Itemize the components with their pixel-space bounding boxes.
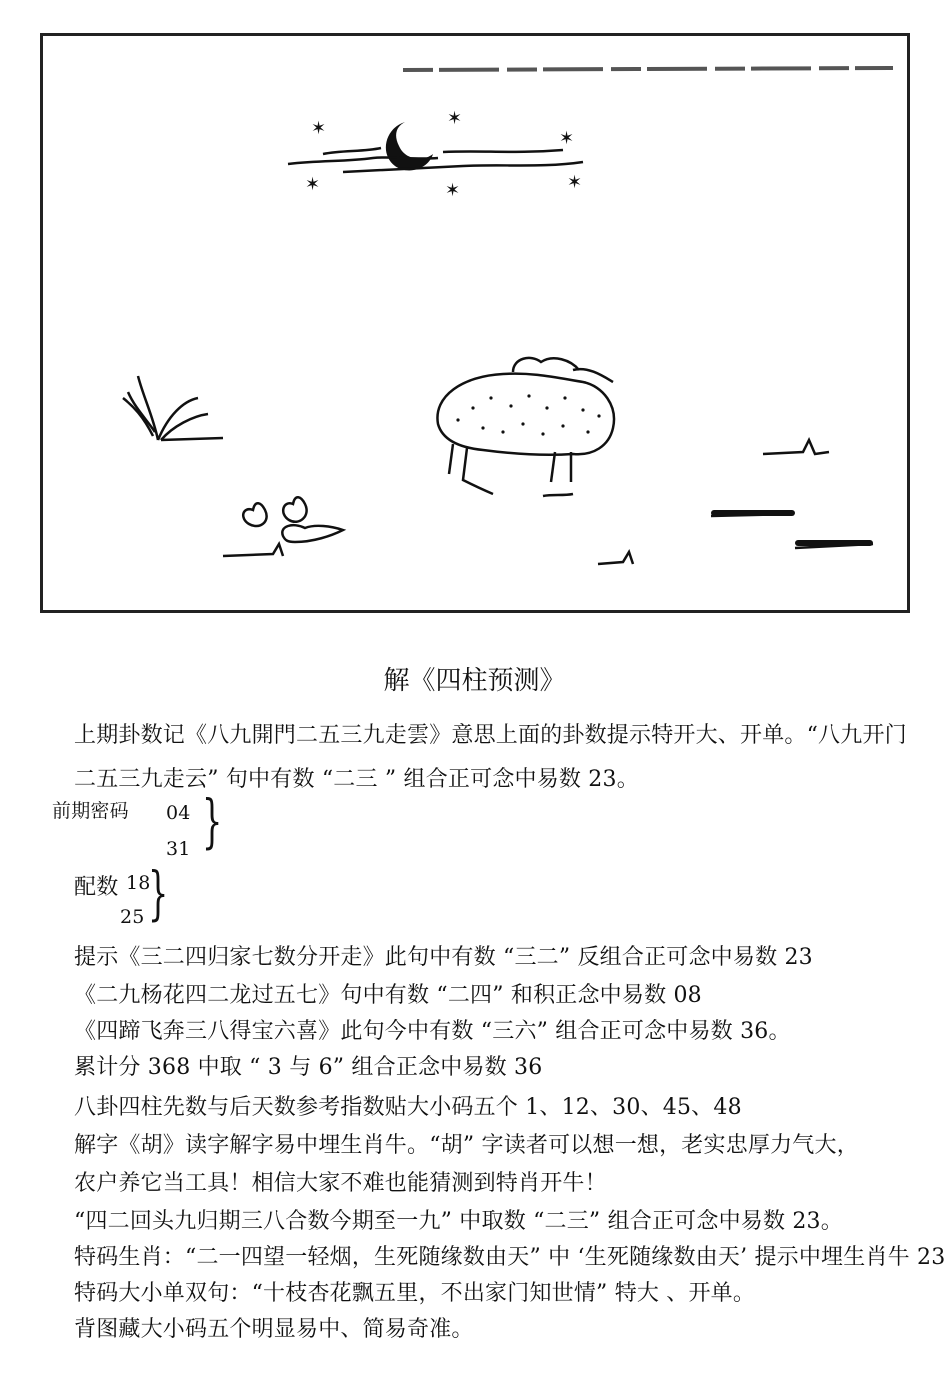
night-sheep-illustration [43, 36, 907, 610]
match-label: 配数 [74, 875, 119, 900]
text-line-9: 特码生肖：“二一四望一轻烟，生死随缘数由天” 中 ‘生死随缘数由天’ 提示中埋生肖牛 23 [74, 1245, 946, 1270]
sheep [437, 358, 614, 496]
text-line-6: 解字《胡》读字解字易中埋生肖牛。“胡” 字读者可以想一想，老实忠厚力气大， [74, 1133, 859, 1158]
stars [305, 108, 582, 201]
svg-text:✶: ✶ [447, 108, 463, 129]
grass-tufts [223, 440, 873, 564]
svg-text:✶: ✶ [567, 172, 583, 193]
prev-code-brace: } [202, 787, 223, 855]
text-line-10: 特码大小单双句：“十枝杏花飘五里，不出家门知世情” 特大 、开单。 [74, 1281, 756, 1306]
svg-text:✶: ✶ [311, 118, 327, 139]
text-line-3: 《四蹄飞奔三八得宝六喜》此句今中有数 “三六” 组合正可念中易数 36。 [74, 1019, 791, 1044]
text-line-4: 累计分 368 中取 “ 3 与 6” 组合正念中易数 36 [74, 1055, 543, 1080]
svg-text:✶: ✶ [445, 180, 461, 201]
plant [123, 376, 223, 440]
text-line-2: 《二九杨花四二龙过五七》句中有数 “二四” 和积正念中易数 08 [74, 983, 702, 1008]
crescent-moon [386, 122, 433, 170]
text-line-7: 农户养它当工具！相信大家不难也能猜测到特肖开牛！ [74, 1171, 607, 1196]
para1-line2: 二五三九走云” 句中有数 “二三 ” 组合正可念中易数 23。 [74, 767, 639, 792]
page-title: 解《四柱预测》 [383, 666, 566, 696]
match-brace: } [148, 859, 169, 927]
ground-dark-strokes [711, 510, 873, 546]
prev-code-value-2: 31 [166, 838, 191, 860]
svg-text:✶: ✶ [559, 128, 575, 149]
text-line-8: “四二回头九归期三八合数今期至一九” 中取数 “二三” 组合正可念中易数 23。 [74, 1209, 843, 1234]
match-value-2: 25 [120, 906, 145, 928]
top-scratch-line [403, 68, 893, 70]
para1-line1: 上期卦数记《八九開門二五三九走雲》意思上面的卦数提示特开大、开单。“八九开门 [74, 723, 907, 748]
prev-code-label: 前期密码 [52, 800, 129, 822]
text-line-5: 八卦四柱先数与后天数参考指数贴大小码五个 1、12、30、45、48 [74, 1095, 742, 1120]
svg-text:✶: ✶ [305, 174, 321, 195]
prev-code-value-1: 04 [166, 802, 191, 824]
cloud-strokes [288, 148, 583, 172]
sheep-fleece-dots [456, 394, 600, 435]
text-line-11: 背图藏大小码五个明显易中、简易奇准。 [74, 1317, 474, 1342]
match-value-1: 18 [126, 872, 151, 894]
illustration-frame [40, 33, 910, 613]
text-line-1: 提示《三二四归家七数分开走》此句中有数 “三二” 反组合正可念中易数 23 [74, 945, 813, 970]
fruits [243, 497, 343, 542]
